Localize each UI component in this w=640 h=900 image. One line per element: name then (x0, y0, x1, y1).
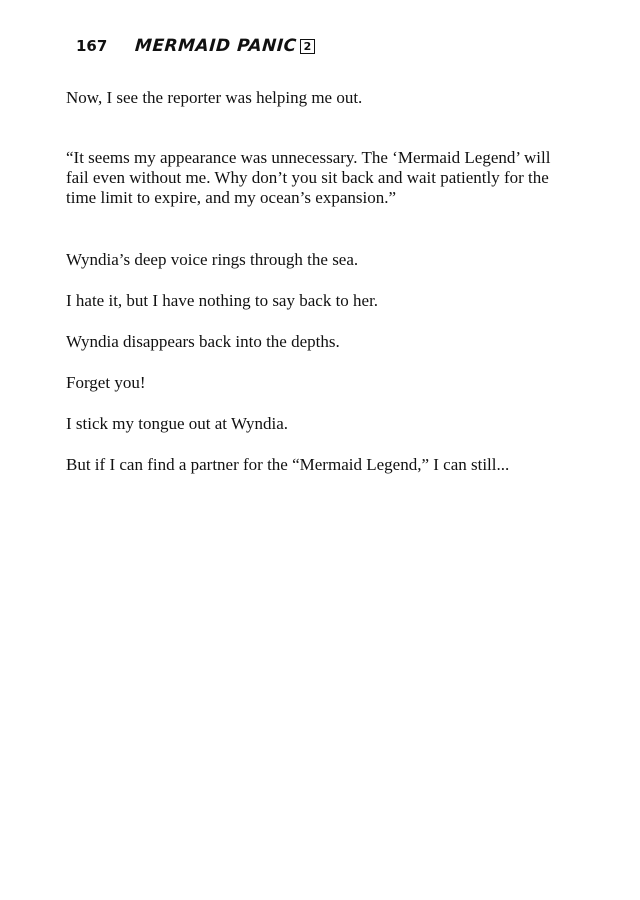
paragraph-1: Now, I see the reporter was helping me out. (66, 88, 363, 107)
paragraph-6: Forget you! (66, 373, 146, 392)
volume-number-box: 2 (300, 39, 315, 54)
page-header (76, 36, 315, 56)
paragraph-2: “It seems my appearance was unnecessary. The ‘Mermaid Legend’ will fail even without me. Why don’t you sit back and wait patiently for the time limit to expire, and my ocean’s expansion.” (66, 148, 551, 207)
paragraph-7: I stick my tongue out at Wyndia. (66, 414, 288, 433)
book-title: MERMAID PANIC (134, 36, 298, 56)
paragraph-4: I hate it, but I have nothing to say back to her. (66, 291, 379, 310)
paragraph-5: Wyndia disappears back into the depths. (66, 332, 340, 351)
paragraph-3: Wyndia’s deep voice rings through the sea. (66, 250, 359, 269)
page-text (66, 88, 566, 475)
page-number: 167 (76, 37, 108, 55)
paragraph-8: But if I can find a partner for the “Mermaid Legend,” I can still... (66, 455, 510, 474)
